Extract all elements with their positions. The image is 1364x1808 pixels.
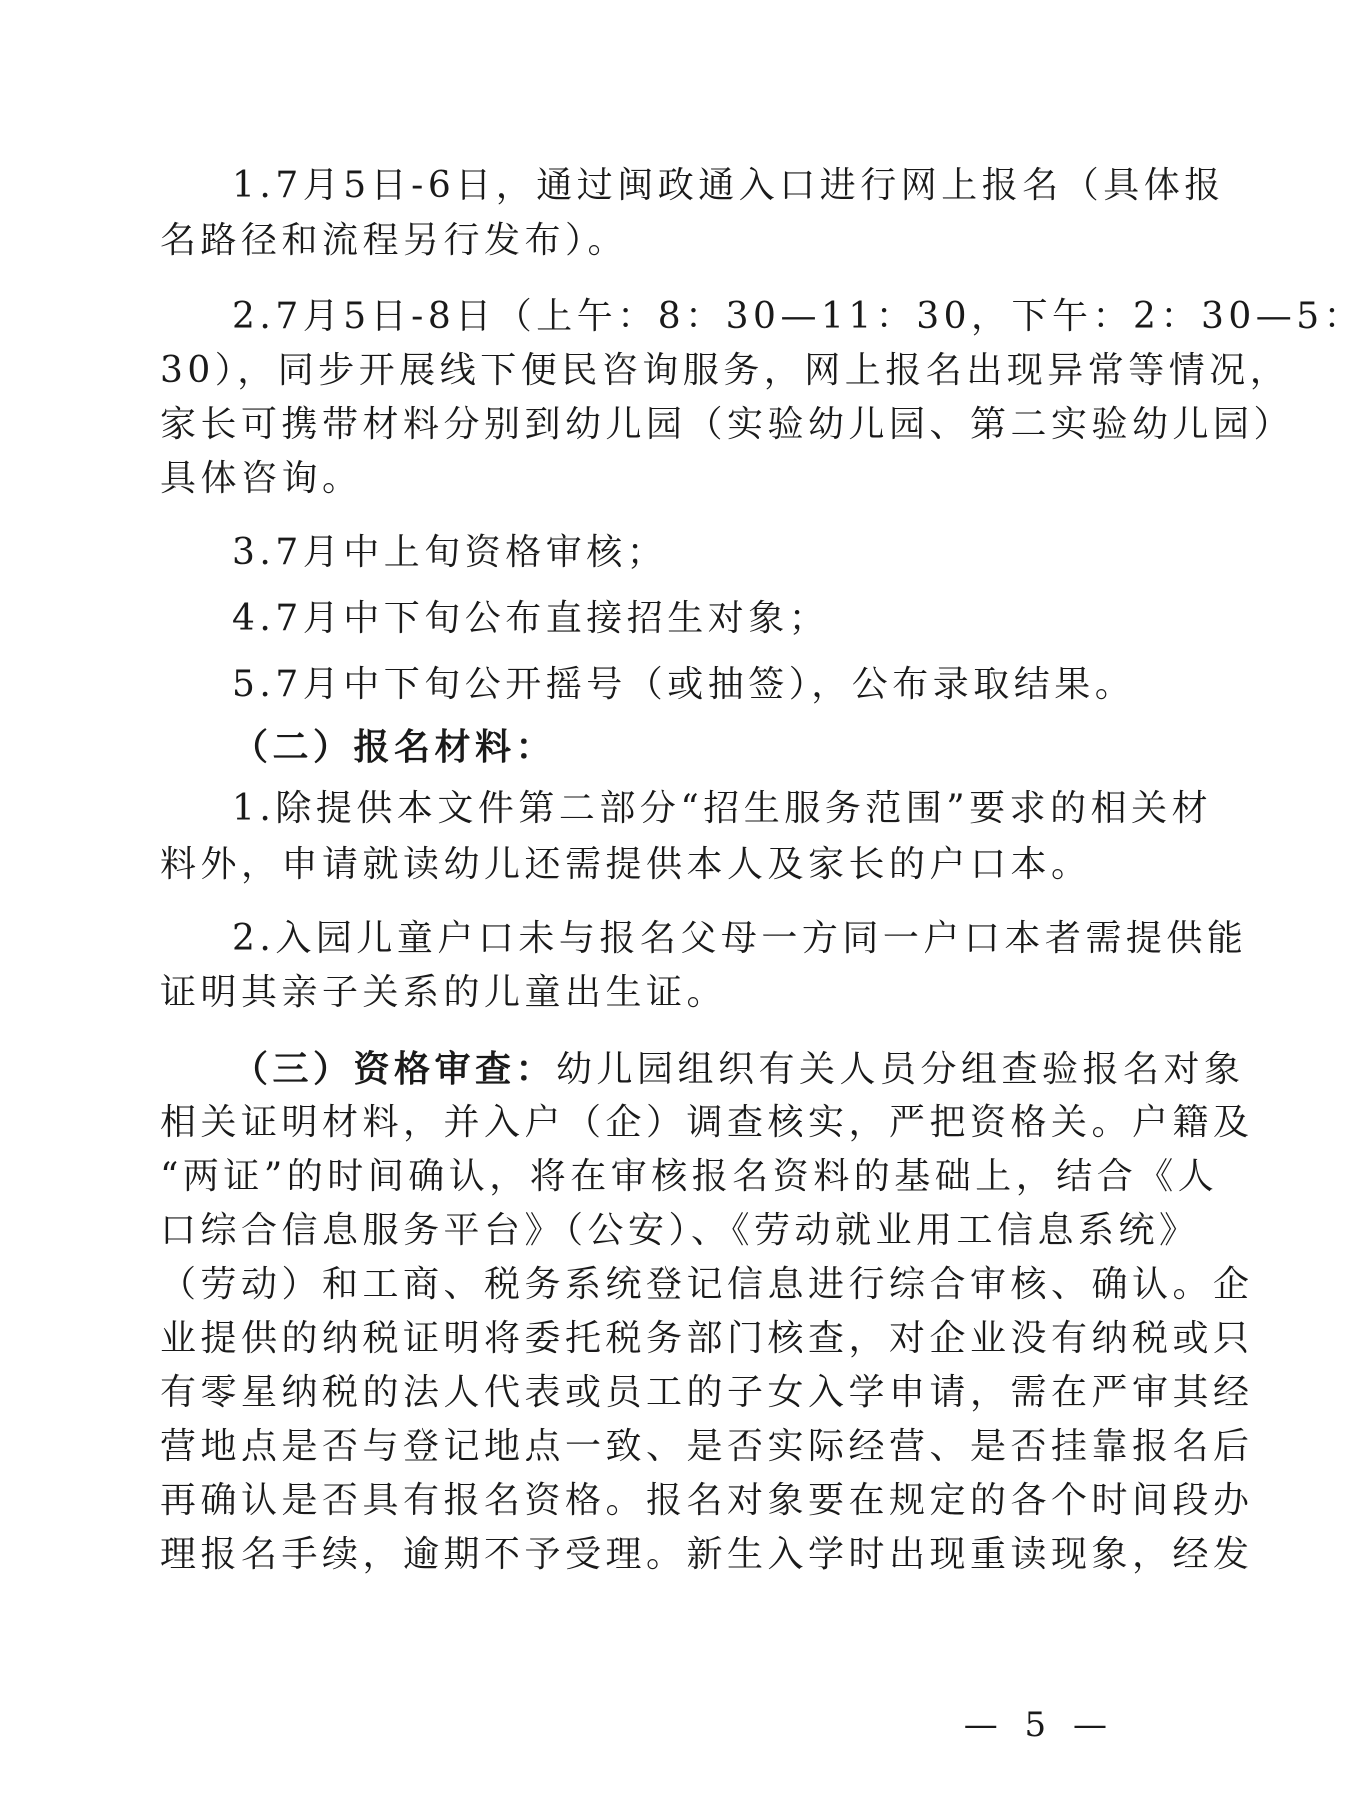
page-number: — 5 — xyxy=(963,1705,1115,1745)
text-line: （劳动）和工商、税务系统登记信息进行综合审核、确认。企 xyxy=(160,1264,1254,1305)
text-line: 2.入园儿童户口未与报名父母一方同一户口本者需提供能 xyxy=(232,918,1248,959)
text-line: “两证”的时间确认，将在审核报名资料的基础上，结合《人 xyxy=(160,1156,1219,1197)
text-line: 家长可携带材料分别到幼儿园（实验幼儿园、第二实验幼儿园） xyxy=(160,404,1295,445)
text-line: 相关证明材料，并入户（企）调查核实，严把资格关。户籍及 xyxy=(160,1102,1254,1143)
text-line: 3.7月中上旬资格审核； xyxy=(232,532,668,573)
text-line: 理报名手续，逾期不予受理。新生入学时出现重读现象，经发 xyxy=(160,1534,1254,1575)
text-line: 证明其亲子关系的儿童出生证。 xyxy=(160,972,728,1013)
section-heading: （三）资格审查： xyxy=(232,1048,557,1090)
text-line: 名路径和流程另行发布）。 xyxy=(160,220,629,261)
text-line: 营地点是否与登记地点一致、是否实际经营、是否挂靠报名后 xyxy=(160,1426,1254,1467)
text-segment: 幼儿园组织有关人员分组查验报名对象 xyxy=(556,1049,1245,1090)
text-line: 具体咨询。 xyxy=(160,458,363,499)
text-line: 有零星纳税的法人代表或员工的子女入学申请，需在严审其经 xyxy=(160,1372,1254,1413)
text-line: 1.7月5日-6日，通过闽政通入口进行网上报名（具体报 xyxy=(232,165,1225,206)
text-line: 1.除提供本文件第二部分“招生服务范围”要求的相关材 xyxy=(232,788,1213,829)
text-line: 30），同步开展线下便民咨询服务，网上报名出现异常等情况， xyxy=(160,350,1291,391)
text-line: 业提供的纳税证明将委托税务部门核查，对企业没有纳税或只 xyxy=(160,1318,1254,1359)
text-line: 口综合信息服务平台》（公安）、《劳动就业用工信息系统》 xyxy=(160,1210,1200,1251)
text-line: 料外，申请就读幼儿还需提供本人及家长的户口本。 xyxy=(160,844,1092,885)
text-line: 再确认是否具有报名资格。报名对象要在规定的各个时间段办 xyxy=(160,1480,1254,1521)
text-line xyxy=(232,1038,1245,1100)
text-line: 2.7月5日-8日（上午：8：30—11：30，下午：2：30—5： xyxy=(232,296,1364,337)
section-heading: （二）报名材料： xyxy=(232,726,557,768)
text-line: 4.7月中下旬公布直接招生对象； xyxy=(232,598,830,639)
text-line: 5.7月中下旬公开摇号（或抽签），公布录取结果。 xyxy=(232,664,1136,705)
